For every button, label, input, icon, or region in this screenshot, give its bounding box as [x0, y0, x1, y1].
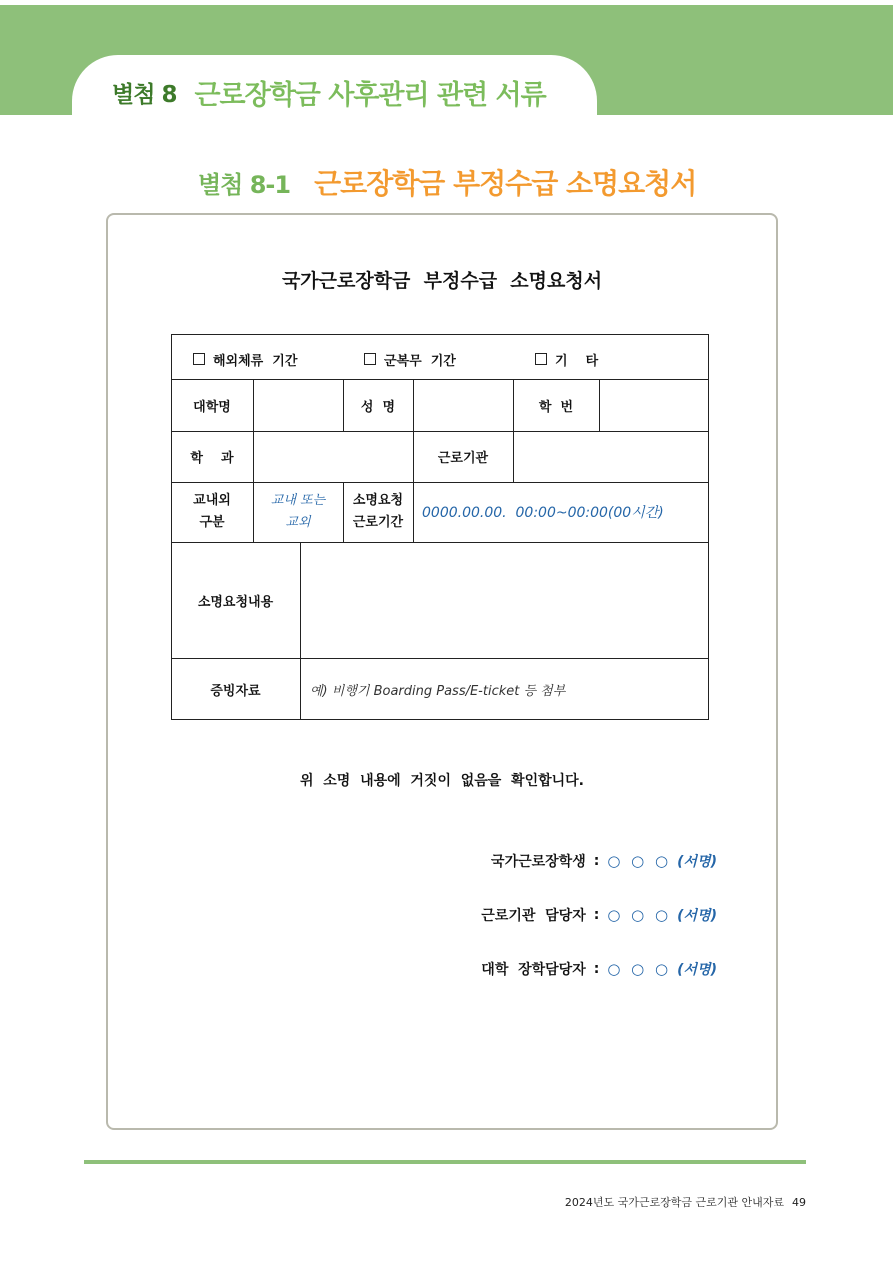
signature-student[interactable]: [491, 850, 717, 872]
signature-role: 대학 장학담당자: [481, 962, 586, 978]
checkbox-label: 군복무 기간: [384, 353, 456, 369]
checkbox-other[interactable]: [535, 348, 598, 370]
label-student-id: 학 번: [538, 399, 574, 415]
checkbox-label: 해외체류 기간: [213, 353, 298, 369]
signature-circles: ○ ○ ○: [607, 960, 672, 978]
label-department: 학 과: [190, 451, 234, 466]
footer-text: 2024년도 국가근로장학금 근로기관 안내자료: [564, 1196, 784, 1209]
checkbox-icon[interactable]: [193, 353, 205, 365]
signature-university-officer[interactable]: [481, 958, 717, 980]
signature-role: 근로기관 담당자: [481, 908, 586, 924]
page-number: 49: [792, 1196, 806, 1209]
label-campus-type: [171, 482, 253, 542]
evidence-field[interactable]: 예) 비행기 Boarding Pass/E-ticket 등 첨부: [310, 683, 566, 699]
signature-colon: :: [593, 961, 600, 977]
signature-role: 국가근로장학생: [491, 854, 586, 870]
checkbox-military[interactable]: [364, 348, 456, 370]
appendix-heading: [112, 72, 546, 112]
label-university: 대학명: [193, 399, 231, 415]
sub-number: 별첨 8-1: [198, 170, 291, 199]
work-institution-field[interactable]: [513, 431, 709, 482]
signature-institution-manager[interactable]: [481, 904, 717, 926]
name-field[interactable]: [413, 379, 513, 431]
label-request-period: [343, 482, 413, 542]
student-id-field[interactable]: [599, 379, 709, 431]
signature-label: (서명): [677, 962, 717, 978]
confirmation-statement: 위 소명 내용에 거짓이 없음을 확인합니다.: [300, 773, 584, 789]
label-explanation: 소명요청내용: [197, 594, 274, 610]
label-campus-type-line1: 교내외: [193, 493, 231, 508]
label-name: 성 명: [360, 399, 396, 415]
checkbox-overseas[interactable]: [193, 348, 297, 370]
sub-title: 근로장학금 부정수급 소명요청서: [314, 167, 697, 200]
checkbox-label: 기 타: [555, 353, 599, 369]
label-work-institution: 근로기관: [437, 451, 489, 466]
signature-circles: ○ ○ ○: [607, 852, 672, 870]
signature-label: (서명): [677, 854, 717, 870]
explanation-field[interactable]: [300, 542, 709, 658]
label-request-period-line1: 소명요청: [352, 493, 404, 508]
sub-heading: [198, 160, 696, 204]
appendix-title: 근로장학금 사후관리 관련 서류: [194, 79, 546, 111]
label-campus-type-line2: 구분: [199, 515, 225, 530]
footer: [558, 1181, 806, 1210]
campus-type-field[interactable]: [253, 482, 343, 542]
campus-type-example-line2: 교외: [285, 515, 311, 530]
signature-colon: :: [593, 853, 600, 869]
campus-type-example-line1: 교내 또는: [270, 493, 326, 508]
signature-colon: :: [593, 907, 600, 923]
checkbox-icon[interactable]: [364, 353, 376, 365]
form-title: 국가근로장학금 부정수급 소명요청서: [281, 270, 603, 292]
label-request-period-line2: 근로기간: [352, 515, 404, 530]
signature-label: (서명): [677, 908, 717, 924]
footer-rule: [84, 1160, 806, 1164]
department-field[interactable]: [253, 431, 413, 482]
university-field[interactable]: [253, 379, 343, 431]
label-evidence: 증빙자료: [210, 683, 261, 699]
request-period-field[interactable]: 0000.00.00. 00:00~00:00(00시간): [422, 505, 664, 521]
appendix-number: 별첨 8: [112, 81, 177, 108]
signature-circles: ○ ○ ○: [607, 906, 672, 924]
checkbox-icon[interactable]: [535, 353, 547, 365]
